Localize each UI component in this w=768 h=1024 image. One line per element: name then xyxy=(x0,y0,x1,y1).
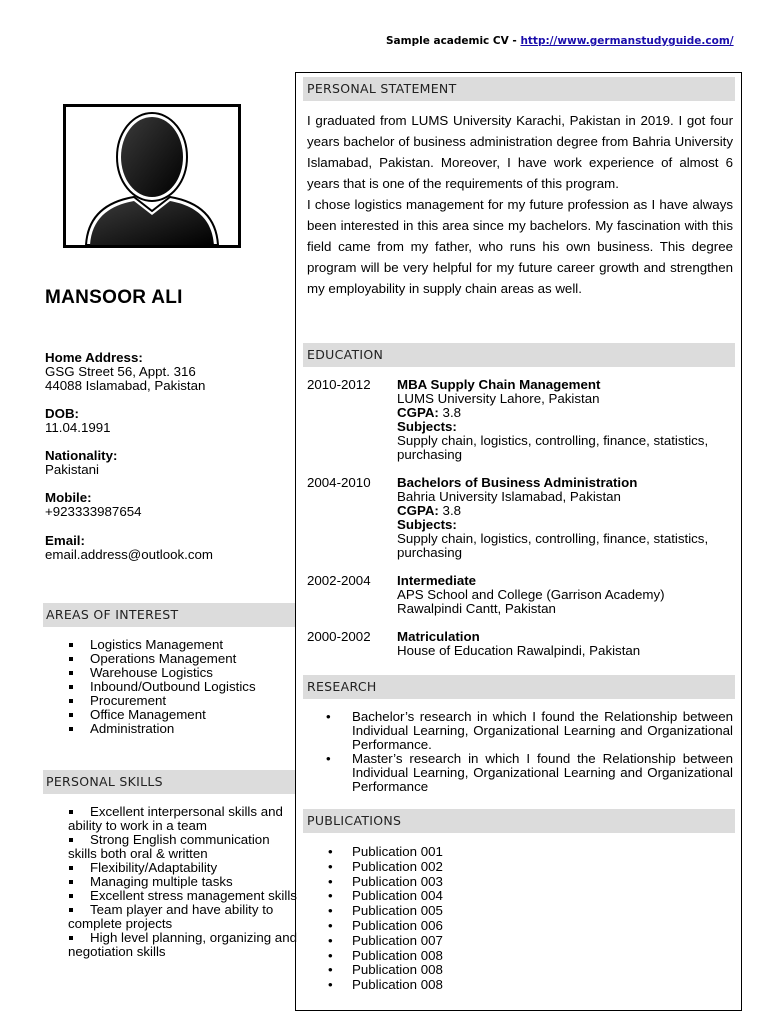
research-list xyxy=(326,710,733,794)
education-cgpa: CGPA: 3.8 xyxy=(397,405,462,420)
mobile-value: +923333987654 xyxy=(45,504,142,519)
education-subjects: Supply chain, logistics, controlling, finance, statistics, purchasing xyxy=(397,531,709,560)
list-item: • Publication 008 xyxy=(328,963,443,978)
education-subjects-label: Subjects: xyxy=(397,517,457,532)
personal-statement-heading: PERSONAL STATEMENT xyxy=(303,77,735,101)
list-item: • Publication 006 xyxy=(328,919,443,934)
list-item: Excellent stress management skills xyxy=(68,889,298,903)
list-item: • Publication 007 xyxy=(328,934,443,949)
nationality-block xyxy=(45,449,117,477)
email-block xyxy=(45,534,213,562)
list-item: Flexibility/Adaptability xyxy=(68,861,298,875)
list-item: • Publication 002 xyxy=(328,860,443,875)
education-years: 2000-2002 xyxy=(307,629,371,644)
list-item: Managing multiple tasks xyxy=(68,875,298,889)
mobile-label: Mobile: xyxy=(45,490,92,505)
list-item: Strong English communication skills both oral & written xyxy=(68,833,298,861)
home-address-line: 44088 Islamabad, Pakistan xyxy=(45,378,206,393)
education-institution: APS School and College (Garrison Academy) xyxy=(397,587,665,602)
header-prefix: Sample academic CV - xyxy=(386,35,521,47)
header-link[interactable]: http://www.germanstudyguide.com/ xyxy=(520,35,734,47)
home-address-block xyxy=(45,351,205,393)
education-degree: Intermediate xyxy=(397,573,477,588)
page-header xyxy=(386,35,734,47)
statement-paragraph: I chose logistics management for my future profession as I have always been interested in this area since my bachelors. My fascination with this field came from my father, who runs his own business. This degree program will be very helpful for my future career growth and strengthen my employability in supply chain areas as well. xyxy=(307,197,733,296)
education-institution: Bahria University Islamabad, Pakistan xyxy=(397,489,621,504)
education-location: Rawalpindi Cantt, Pakistan xyxy=(397,601,556,616)
research-heading: RESEARCH xyxy=(303,675,735,699)
mobile-block xyxy=(45,491,142,519)
nationality-value: Pakistani xyxy=(45,462,99,477)
email-value: email.address@outlook.com xyxy=(45,547,213,562)
list-item: Excellent interpersonal skills and ability to work in a team xyxy=(68,805,298,833)
publications-list xyxy=(328,845,443,993)
list-item: • Publication 008 xyxy=(328,949,443,964)
list-item: Office Management xyxy=(68,708,256,722)
list-item: • Bachelor’s research in which I found the Relationship between Individual Learning, Organizational Learning and Organizational Performance. xyxy=(326,710,733,752)
list-item: • Publication 001 xyxy=(328,845,443,860)
statement-paragraph: I graduated from LUMS University Karachi, Pakistan in 2019. I got four years bachelor of business administration degree from Bahria University Islamabad, Pakistan. Moreover, I have work experience of almost 6 years that is one of the requirements of this program. xyxy=(307,113,733,191)
list-item: Operations Management xyxy=(68,652,256,666)
dob-block xyxy=(45,407,111,435)
education-heading: EDUCATION xyxy=(303,343,735,367)
publications-heading: PUBLICATIONS xyxy=(303,809,735,833)
list-item: • Publication 004 xyxy=(328,889,443,904)
email-label: Email: xyxy=(45,533,85,548)
nationality-label: Nationality: xyxy=(45,448,118,463)
personal-skills-heading: PERSONAL SKILLS xyxy=(43,770,295,794)
education-degree: Matriculation xyxy=(397,629,480,644)
education-institution: LUMS University Lahore, Pakistan xyxy=(397,391,600,406)
dob-value: 11.04.1991 xyxy=(45,420,111,435)
areas-of-interest-list xyxy=(68,638,256,736)
education-degree: Bachelors of Business Administration xyxy=(397,475,638,490)
list-item: Inbound/Outbound Logistics xyxy=(68,680,256,694)
education-years: 2002-2004 xyxy=(307,573,371,588)
dob-label: DOB: xyxy=(45,406,79,421)
list-item: High level planning, organizing and negotiation skills xyxy=(68,930,297,959)
list-item: • Publication 003 xyxy=(328,875,443,890)
education-years: 2004-2010 xyxy=(307,475,371,490)
personal-skills-list xyxy=(68,805,298,959)
list-item: Team player and have ability to complete projects xyxy=(68,903,298,931)
education-subjects-label: Subjects: xyxy=(397,419,457,434)
education-years: 2010-2012 xyxy=(307,377,371,392)
list-item: • Publication 005 xyxy=(328,904,443,919)
education-degree: MBA Supply Chain Management xyxy=(397,377,601,392)
home-address-label: Home Address: xyxy=(45,350,143,365)
list-item: • Publication 008 xyxy=(328,978,443,993)
education-cgpa: CGPA: 3.8 xyxy=(397,503,462,518)
list-item: Procurement xyxy=(68,694,256,708)
personal-statement-text xyxy=(307,110,733,299)
education-subjects: Supply chain, logistics, controlling, finance, statistics, purchasing xyxy=(397,433,709,462)
profile-photo-frame xyxy=(63,104,241,248)
areas-of-interest-heading: AREAS OF INTEREST xyxy=(43,603,295,627)
list-item: Warehouse Logistics xyxy=(68,666,256,680)
person-silhouette-icon xyxy=(66,107,238,245)
candidate-name: MANSOOR ALI xyxy=(45,287,183,308)
home-address-line: GSG Street 56, Appt. 316 xyxy=(45,364,196,379)
list-item: Logistics Management xyxy=(68,638,256,652)
list-item: Administration xyxy=(68,722,256,736)
education-institution: House of Education Rawalpindi, Pakistan xyxy=(397,643,641,658)
list-item: • Master’s research in which I found the Relationship between Individual Learning, Organizational Learning and Organizational Performance xyxy=(326,752,733,794)
